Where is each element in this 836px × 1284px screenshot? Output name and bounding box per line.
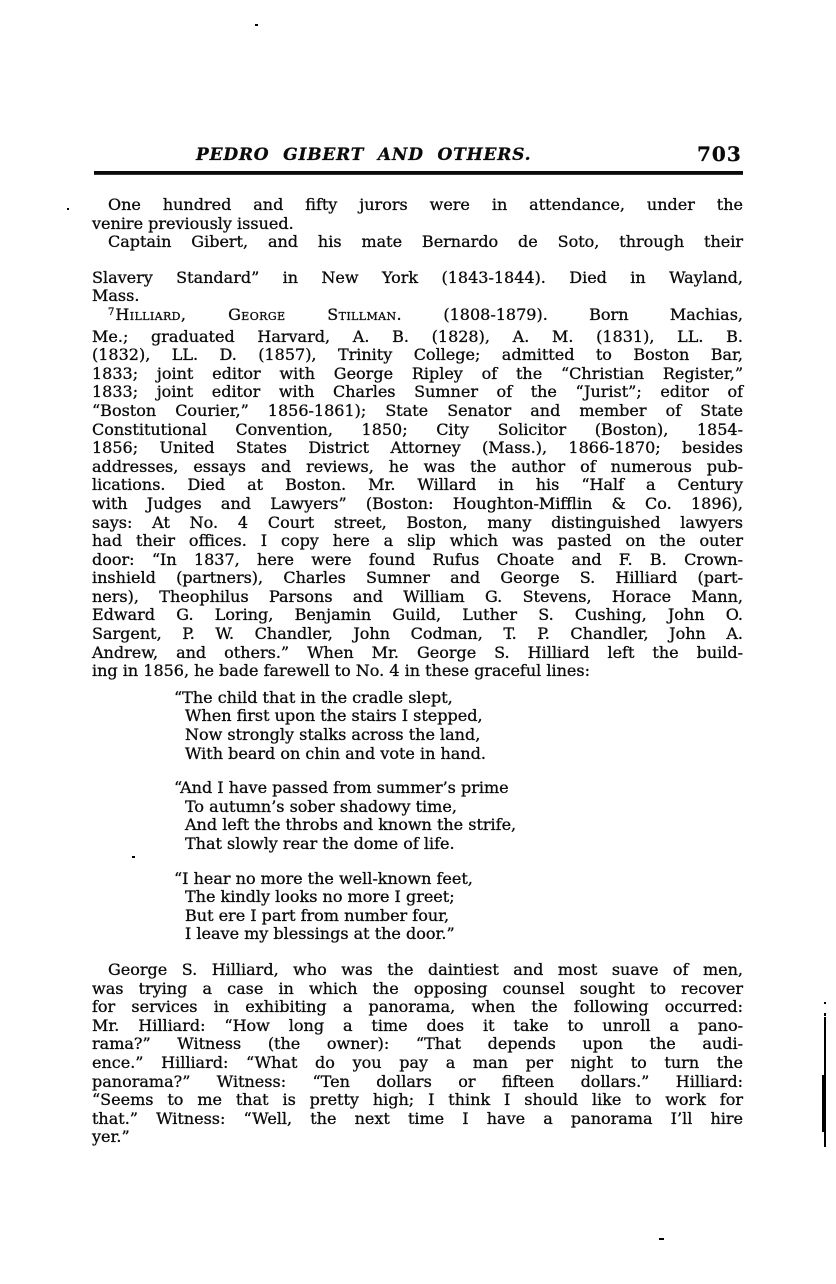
poem-line: I leave my blessings at the door.”: [185, 924, 455, 944]
poem-line: But ere I part from number four,: [185, 905, 450, 925]
text-line: Slavery Standard” in New York (1843-1844). Died in Wayland,: [92, 267, 743, 287]
scan-speck: [132, 856, 135, 858]
text-line: 1833; joint editor with Charles Sumner of the “Jurist”; editor of: [92, 382, 743, 402]
poem-line: “The child that in the cradle slept,: [174, 687, 453, 707]
footnote-marker: 7: [108, 306, 115, 318]
text-line: ing in 1856, he bade farewell to No. 4 in these graceful lines:: [92, 661, 590, 681]
text-line: 1856; United States District Attorney (Mass.), 1866-1870; besides: [92, 438, 743, 458]
text-line: Edward G. Loring, Benjamin Guild, Luther S. Cushing, John O.: [92, 605, 743, 625]
text-line: venire previously issued.: [92, 213, 294, 233]
scan-speck: [824, 1013, 826, 1016]
text-line: Me.; graduated Harvard, A. B. (1828), A. M. (1831), LL. B.: [92, 326, 743, 346]
scan-artifact-line: [822, 1075, 826, 1132]
text-line: Mass.: [92, 286, 140, 306]
text-line: had their offices. I copy here a slip which was pasted on the outer: [92, 531, 743, 551]
text-line-part: (1808-1879). Born Machias,: [443, 304, 744, 324]
text-line: [92, 306, 743, 328]
text-line: Mr. Hilliard: “How long a time does it take to unroll a pano-: [92, 1015, 743, 1035]
text-line: was trying a case in which the opposing counsel sought to recover: [92, 978, 743, 998]
text-line: panorama?” Witness: “Ten dollars or fifteen dollars.” Hilliard:: [92, 1071, 743, 1091]
poem-stanza: [174, 778, 743, 853]
text-line: lications. Died at Boston. Mr. Willard in his “Half a Century: [92, 475, 743, 495]
text-line: George S. Hilliard, who was the daintiest and most suave of men,: [108, 959, 743, 979]
text-line: ners), Theophilus Parsons and William G. Stevens, Horace Mann,: [92, 586, 743, 606]
scan-speck: [67, 208, 69, 210]
poem-line: To autumn’s sober shadowy time,: [185, 796, 457, 816]
header-rule: [94, 171, 743, 175]
poem-line: “And I have passed from summer’s prime: [174, 778, 509, 798]
text-line: for services in exhibiting a panorama, when the following occurred:: [92, 997, 743, 1017]
poem-line: With beard on chin and vote in hand.: [185, 743, 486, 763]
poem-line: And left the throbs and known the strife,: [185, 815, 517, 835]
text-line: (1832), LL. D. (1857), Trinity College; admitted to Boston Bar,: [92, 345, 743, 365]
text-line: Constitutional Convention, 1850; City Solicitor (Boston), 1854-: [92, 419, 743, 439]
text-line: says: At No. 4 Court street, Boston, many distinguished lawyers: [92, 512, 743, 532]
scan-speck: [659, 1238, 664, 1240]
scan-speck: [255, 24, 258, 26]
text-line: One hundred and fifty jurors were in attendance, under the: [108, 195, 743, 214]
poem-line: Now strongly stalks across the land,: [185, 725, 481, 745]
text-line: addresses, essays and reviews, he was the author of numerous pub-: [92, 456, 743, 476]
poem: [92, 689, 743, 944]
poem-stanza: [174, 868, 743, 944]
poem-line: When first upon the stairs I stepped,: [185, 706, 483, 726]
running-head-title: PEDRO GIBERT AND OTHERS.: [196, 145, 532, 165]
page-number: 703: [697, 142, 742, 166]
text-line: Captain Gibert, and his mate Bernardo de Soto, through their: [108, 232, 743, 252]
text-line: rama?” Witness (the owner): “That depends upon the audi-: [92, 1034, 743, 1054]
scan-speck: [824, 1002, 826, 1004]
poem-line: The kindly looks no more I greet;: [185, 887, 455, 907]
text-line: with Judges and Lawyers” (Boston: Houghton-Mifflin & Co. 1896),: [92, 493, 743, 513]
text-line: ence.” Hilliard: “What do you pay a man per night to turn the: [92, 1052, 743, 1072]
anecdote-paragraph: [92, 961, 743, 1147]
text-line: Sargent, P. W. Chandler, John Codman, T. P. Chandler, John A.: [92, 624, 743, 644]
text-line: “Seems to me that is pretty high; I think I should like to work for: [92, 1090, 743, 1110]
text-line: yer.”: [92, 1127, 130, 1147]
text-line: “Boston Courier,” 1856-1861); State Senator and member of State: [92, 400, 743, 420]
poem-stanza: [174, 687, 743, 763]
footnote-name: Hilliard, George Stillman.: [115, 304, 402, 324]
text-line: door: “In 1837, here were found Rufus Choate and F. B. Crown-: [92, 549, 743, 569]
text-line: inshield (partners), Charles Sumner and George S. Hilliard (part-: [92, 568, 743, 588]
text-column: [92, 196, 743, 1147]
poem-line: That slowly rear the dome of life.: [185, 834, 455, 853]
poem-line: “I hear no more the well-known feet,: [174, 868, 473, 888]
text-line: that.” Witness: “Well, the next time I have a panorama I’ll hire: [92, 1108, 743, 1128]
text-line: Andrew, and others.” When Mr. George S. Hilliard left the build-: [92, 642, 743, 662]
text-line: 1833; joint editor with George Ripley of the “Christian Register,”: [92, 363, 743, 383]
